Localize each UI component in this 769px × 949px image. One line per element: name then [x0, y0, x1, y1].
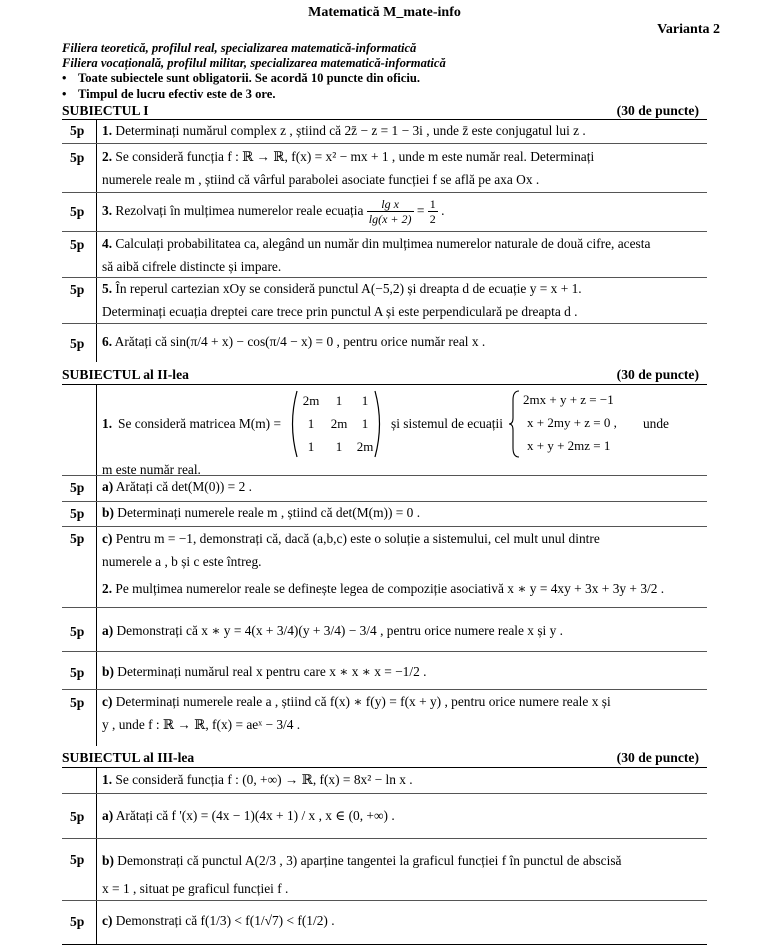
question-text: Determinați numărul complex z , știind că 2z̄ − z = 1 − 3i , unde z̄ este conjugatul lui z .: [115, 123, 586, 138]
item-label: a): [102, 479, 114, 494]
points-badge: 5p: [70, 624, 85, 639]
item-label: c): [102, 531, 113, 546]
question-number: 3.: [102, 203, 113, 218]
question-text: unde: [642, 416, 669, 431]
question-text: m este număr real.: [102, 462, 201, 477]
points-badge: 5p: [70, 336, 85, 351]
instruction-text: Timpul de lucru efectiv este de 3 ore.: [78, 87, 276, 101]
divider: [62, 323, 707, 324]
matrix-cell: 2m: [330, 416, 348, 431]
equation: x + y + 2mz = 1: [526, 438, 611, 453]
s3-1b: [102, 847, 700, 903]
s2-2b: [102, 660, 700, 683]
points-badge: 5p: [70, 282, 85, 297]
question-text: numerele a , b și c este întreg.: [102, 554, 262, 569]
points-badge: 5p: [70, 204, 85, 219]
equation: x + 2my + z = 0 ,: [526, 415, 617, 430]
section-title: SUBIECTUL I: [62, 103, 149, 118]
matrix-cell: 2m: [302, 393, 320, 408]
s3-problem-1: [102, 768, 700, 791]
right-paren: [375, 391, 380, 457]
variant-label: Varianta 2: [657, 22, 720, 37]
matrix-cell: 1: [335, 393, 343, 408]
question-text: Se consideră funcția f : ℝ → ℝ, f(x) = x² − mx + 1 , unde m este număr real. Determinați: [115, 149, 595, 164]
item-label: b): [102, 853, 114, 868]
document-title: Matematică M_mate-info: [308, 5, 461, 20]
question-number: 1.: [102, 416, 113, 431]
instruction-2: [62, 87, 276, 102]
question-text: Calculați probabilitatea ca, alegând un număr din mulțimea numerelor naturale de două cifre, acesta: [115, 236, 651, 251]
s2-problem-1: [102, 388, 700, 480]
divider: [62, 143, 707, 144]
question-text: x = 1 , situat pe graficul funcției f .: [102, 881, 289, 896]
matrix-cell: 1: [335, 439, 343, 454]
s1-question-5: [102, 277, 700, 323]
fraction: $\frac{1}{2}$: [429, 197, 436, 227]
matrix-m: [287, 388, 385, 460]
left-paren: [293, 391, 298, 457]
divider: [62, 384, 707, 385]
points-badge: 5p: [70, 914, 85, 929]
brace: [509, 391, 519, 457]
divider: [62, 651, 707, 652]
divider: [62, 607, 707, 608]
fraction: $\frac{\text{lg x}}{\lg(x + 2)}$: [368, 197, 412, 227]
question-number: 4.: [102, 236, 113, 251]
section-3-header: [62, 750, 699, 766]
bottom-rule: [62, 944, 707, 945]
section-2-header: [62, 367, 699, 383]
divider: [62, 838, 707, 839]
question-text: y , unde f : ℝ → ℝ, f(x) = aeˣ − 3/4 .: [102, 717, 301, 732]
question-text: Determinați ecuația dreptei care trece prin punctul A și este perpendiculară pe dreapta d .: [102, 304, 578, 319]
item-label: c): [102, 694, 113, 709]
points-badge: 5p: [70, 809, 85, 824]
points-badge: 5p: [70, 531, 85, 546]
question-text: Arătați că sin(π/4 + x) − cos(π/4 − x) = 0 , pentru orice număr real x .: [114, 334, 486, 349]
s2-2a: [102, 619, 700, 642]
question-text: Rezolvați în mulțimea numerelor reale ecuația: [115, 203, 364, 218]
s3-1c: [102, 909, 700, 932]
points-badge: 5p: [70, 665, 85, 680]
section-points: (30 de puncte): [616, 367, 699, 382]
question-text: Arătați că det(M(0)) = 2 .: [115, 479, 252, 494]
points-badge: 5p: [70, 695, 85, 710]
points-badge: 5p: [70, 506, 85, 521]
s1-question-6: [102, 330, 700, 353]
question-number: 1.: [102, 123, 113, 138]
matrix-cell: 1: [307, 439, 315, 454]
item-label: c): [102, 913, 113, 928]
question-text: Demonstrați că f(1/3) < f(1/√7) < f(1/2) .: [115, 913, 335, 928]
bullet-glyph: •: [62, 87, 67, 101]
question-text: Demonstrați că x ∗ y = 4(x + 3/4)(y + 3/4) − 3/4 , pentru orice numere reale x și y .: [116, 623, 564, 638]
s2-1b: [102, 501, 700, 524]
question-text: Pentru m = −1, demonstrați că, dacă (a,b,c) este o soluție a sistemului, cel mult unul dintre: [115, 531, 600, 546]
s2-2c: [102, 690, 700, 736]
divider: [62, 793, 707, 794]
question-text: Determinați numerele reale m , știind că det(M(m)) = 0 .: [117, 505, 421, 520]
points-badge: 5p: [70, 852, 85, 867]
question-number: 1.: [102, 772, 113, 787]
question-text: Demonstrați că punctul A(2/3 , 3) aparține tangentei la graficul funcției f în punctul de abscisă: [117, 853, 622, 868]
s3-1a: [102, 804, 700, 827]
question-text: și sistemul de ecuații: [391, 416, 503, 431]
points-badge: 5p: [70, 480, 85, 495]
section-points: (30 de puncte): [616, 750, 699, 765]
section-points: (30 de puncte): [616, 103, 699, 118]
question-text: Arătați că f '(x) = (4x − 1)(4x + 1) / x , x ∈ (0, +∞) .: [115, 808, 395, 823]
s2-problem-2: [102, 577, 700, 600]
question-text: Determinați numărul real x pentru care x ∗ x ∗ x = −1/2 .: [117, 664, 427, 679]
divider: [62, 900, 707, 901]
section-title: SUBIECTUL al III-lea: [62, 750, 195, 765]
matrix-cell: 1: [307, 416, 315, 431]
equation-system: [509, 388, 637, 460]
s1-question-1: [102, 119, 700, 142]
question-number: 2.: [102, 581, 113, 596]
item-label: a): [102, 808, 114, 823]
filiera-line-2: Filiera vocațională, profilul militar, specializarea matematică-informatică: [62, 56, 446, 70]
points-column-rule: [96, 119, 97, 362]
points-badge: 5p: [70, 150, 85, 165]
matrix-cell: 2m: [356, 439, 374, 454]
s2-1c: [102, 527, 700, 573]
points-badge: 5p: [70, 237, 85, 252]
matrix-cell: 1: [361, 416, 369, 431]
instruction-1: [62, 71, 420, 86]
section-1-header: [62, 103, 699, 119]
question-text: În reperul cartezian xOy se consideră punctul A(−5,2) și dreapta d de ecuație y = x + 1.: [115, 281, 582, 296]
question-number: 5.: [102, 281, 113, 296]
points-column-rule: [96, 384, 97, 746]
item-label: b): [102, 664, 114, 679]
question-text: Se consideră funcția f : (0, +∞) → ℝ, f(x) = 8x² − ln x .: [115, 772, 413, 787]
filiera-line-1: Filiera teoretică, profilul real, specializarea matematică-informatică: [62, 41, 417, 55]
question-number: 2.: [102, 149, 113, 164]
question-text: Determinați numerele reale a , știind că f(x) ∗ f(y) = f(x + y) , pentru orice numere reale x și: [115, 694, 611, 709]
s2-1a: [102, 475, 700, 498]
matrix-cell: 1: [361, 393, 369, 408]
item-label: a): [102, 623, 114, 638]
equation: 2mx + y + z = −1: [522, 392, 614, 407]
section-title: SUBIECTUL al II-lea: [62, 367, 189, 382]
s1-question-2: [102, 145, 700, 191]
s1-question-3: 3. Rezolvați în mulțimea numerelor reale ecuația $\frac{\text{lg x}}{\lg(x + 2)}$ = $\frac{1}{2}$ .: [102, 197, 445, 227]
points-badge: 5p: [70, 123, 85, 138]
question-text: Pe mulțimea numerelor reale se definește legea de compoziție asociativă x ∗ y = 4xy + 3x + 3y + 3/2 .: [115, 581, 665, 596]
item-label: b): [102, 505, 114, 520]
question-number: 6.: [102, 334, 113, 349]
question-text: să aibă cifrele distincte și impare.: [102, 259, 282, 274]
instruction-text: Toate subiectele sunt obligatorii. Se acordă 10 puncte din oficiu.: [78, 71, 421, 85]
question-text: Se consideră matricea M(m) =: [118, 416, 282, 431]
question-text: numerele reale m , știind că vârful parabolei asociate funcției f se află pe axa Ox .: [102, 172, 540, 187]
bullet-glyph: •: [62, 71, 67, 85]
s1-question-4: [102, 232, 700, 278]
